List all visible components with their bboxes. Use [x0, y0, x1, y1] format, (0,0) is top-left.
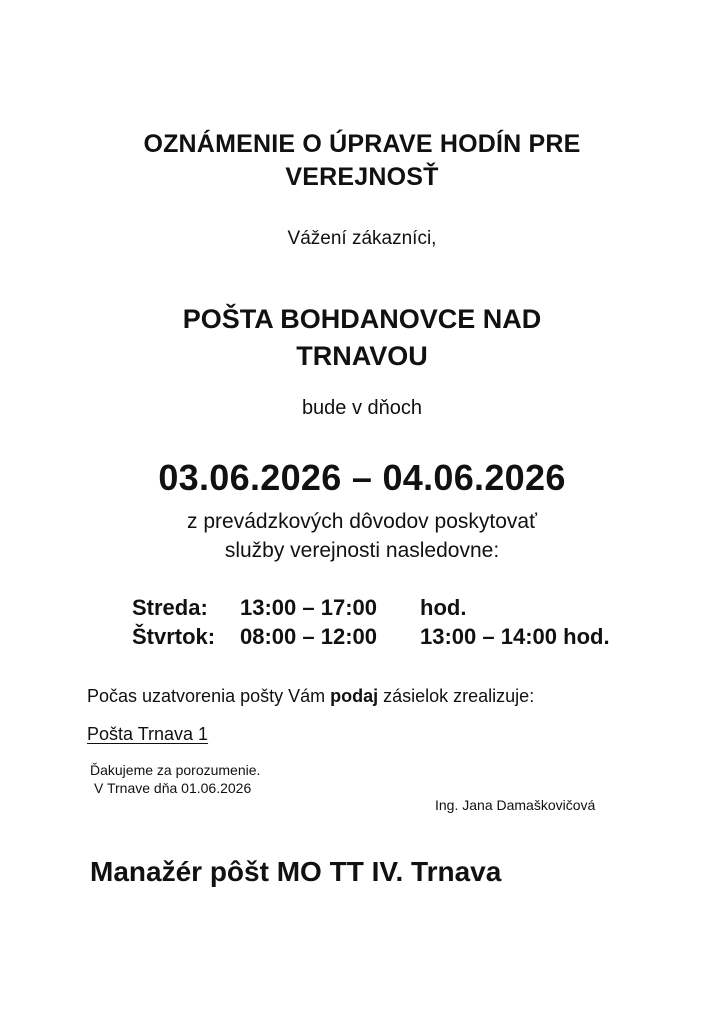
greeting: Vážení zákazníci,: [287, 228, 437, 249]
hours-row-wednesday: [132, 594, 466, 622]
signatory-name: Ing. Jana Damaškovičová: [435, 797, 596, 813]
thanks-text: Ďakujeme za porozumenie.: [90, 762, 261, 778]
hours-day: Štvrtok:: [132, 624, 216, 649]
date-range: 03.06.2026 – 04.06.2026: [158, 457, 566, 498]
hours-day: Streda:: [132, 595, 208, 620]
hours-row-thursday: [132, 623, 610, 651]
closure-text-after: zásielok zrealizuje:: [378, 686, 535, 706]
post-office-name-line2: TRNAVOU: [296, 341, 428, 371]
closure-text-before: Počas uzatvorenia pošty Vám: [87, 686, 331, 706]
hours-unit: hod.: [420, 595, 467, 620]
hours-slot: 13:00 – 17:00: [240, 595, 377, 620]
closure-text: [87, 684, 534, 708]
reason-line1: z prevádzkových dôvodov poskytovať: [187, 510, 537, 533]
notice-title-line1: OZNÁMENIE O ÚPRAVE HODÍN PRE: [143, 130, 581, 158]
will-be-text: bude v dňoch: [301, 397, 423, 419]
alternate-post-office: Pošta Trnava 1: [87, 724, 209, 744]
reason-line2: služby verejnosti nasledovne:: [224, 539, 500, 562]
hours-slot: 08:00 – 12:00: [240, 624, 377, 649]
hours-slot: 13:00 – 14:00: [420, 624, 557, 649]
closure-text-bold: podaj: [330, 686, 379, 706]
post-office-name-line1: POŠTA BOHDANOVCE NAD: [182, 304, 542, 334]
hours-unit: hod.: [563, 624, 610, 649]
notice-title-line2: VEREJNOSŤ: [285, 163, 439, 191]
place-date: V Trnave dňa 01.06.2026: [94, 780, 252, 796]
signatory-role: Manažér pôšt MO TT IV. Trnava: [90, 856, 502, 887]
